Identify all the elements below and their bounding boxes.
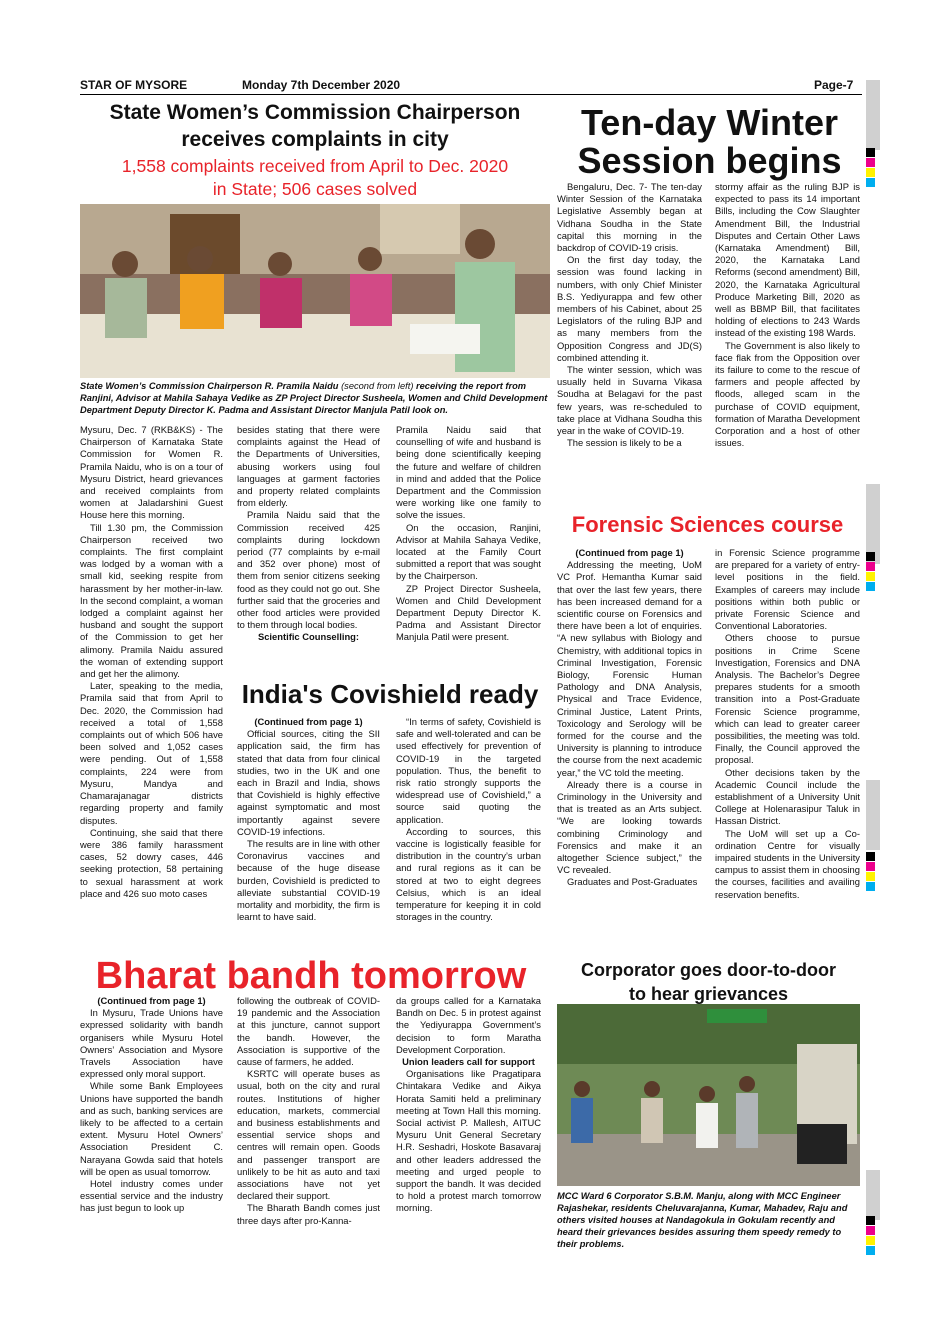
women-headline-line1: State Women’s Commission Chairperson (109, 101, 521, 124)
women-headline (80, 99, 550, 153)
women-c2-subhead: Scientific Counselling: (257, 631, 360, 643)
bandh-c3-p2: Organisations like Pragatipara Chintakara Vedike and Aikya Horata Samiti held a preliminary meeting at Town Hall this morning. Social activist P. Mallesh, AITUC Mysuru Unit General Secretary H.R. Seshadri, Hoskote Basavaraj and other leaders addressed the meeting and urged people to support the bandh. It was decided to hold a protest march tomorrow morning. (396, 1068, 541, 1214)
covishield-column-2 (396, 716, 541, 956)
women-column-2 (237, 424, 380, 674)
bandh-c3-subhead: Union leaders call for support (402, 1056, 535, 1068)
women-c3-p2: On the occasion, Ranjini, Advisor at Mahila Sahaya Vedike, located at the Family Court submitted a report that was sought by the Chairperson. (396, 521, 541, 582)
forensic-column-2 (715, 547, 860, 953)
winter-c2-p1: stormy affair as the ruling BJP is expected to pass its 14 important Bills, including the Cow Slaughter Amendment Bill, the Industrial Disputes and Certain Other Laws (Karnataka Amendment) Bill, 2020, the Karnataka Land Reforms (second amendment) Bill, 2020, the Karnataka Agricultural Produce Marketing Bill, 2020 as well as BBMP Bill, that facilitates holding of elections to 243 Wards instead of the existing 198 Wards. (715, 181, 860, 339)
forensic-c2-p4: The UoM will set up a Co-ordination Centre for visually impaired students in the University campus to assist them in choosing the courses, facilities and availing reservation benefits. (715, 827, 860, 900)
covishield-c2-p2: According to sources, this vaccine is logistically feasible for distribution in the country’s urban and rural regions as it can be stored at two to eight degrees Celsius, which is an ideal temperature for keeping it in cold storages in the country. (396, 825, 541, 923)
bandh-c2-p1: following the outbreak of COVID-19 pandemic and the Association at this juncture, cannot support the bandh. However, the Association is supportive of the cause of farmers, he added. (237, 995, 380, 1068)
winter-c1-p1: Bengaluru, Dec. 7- The ten-day Winter Session of the Karnataka Legislative Assembly began at Vidhana Soudha in the State capital this morning in the backdrop of COVID-19 crisis. (557, 181, 702, 254)
women-c3-p3: ZP Project Director Susheela, Women and Child Development Department Deputy Director K. Padma and Assistant Director Manjula Patil were present. (396, 582, 541, 643)
corporator-photo (557, 1004, 860, 1186)
forensic-c2-p1: in Forensic Science programme are prepared for a variety of entry-level positions in the field. Examples of careers may include positions within both public or private Forensic Science and Conventional Laboratories. (715, 547, 860, 632)
bandh-continued: (Continued from page 1) (97, 995, 206, 1006)
women-caption-part-a: State Women’s Commission Chairperson R. Pramila Naidu (80, 381, 339, 391)
header-rule (80, 94, 862, 95)
women-subhead-line1: 1,558 complaints received from April to Dec. 2020 (121, 156, 509, 176)
women-photo-caption (80, 380, 552, 416)
bandh-column-1 (80, 995, 223, 1263)
masthead-date: Monday 7th December 2020 (242, 78, 401, 92)
corporator-headline (557, 958, 860, 1006)
covishield-c1-p2: The results are in line with other Coronavirus vaccines and because of the huge disease burden, Covishield is predicted to alleviate substantial COVID-19 mortality and morbidity, the firm is learnt to have said. (237, 838, 380, 923)
bandh-column-3 (396, 995, 541, 1263)
covishield-headline: India's Covishield ready (241, 679, 539, 709)
covishield-c1-p1: Official sources, citing the SII application said, the firm has stated that data from four clinical studies, two in the UK and one each in Brazil and India, shows that Covishield is highly effective against symptomatic and most importantly against severe COVID-19 infections. (237, 728, 380, 837)
forensic-headline: Forensic Sciences course (571, 512, 844, 537)
forensic-c2-p2: Others choose to pursue positions in Crime Scene Investigation, Forensics and DNA Analysis. The Bachelor’s Degree prepares students for a smooth transition into a Post-Graduate Forensic Science programme, which can lead to greater career possibilities, the meeting was told. Finally, the Council approved the proposal. (715, 632, 860, 766)
bandh-c1-p1: In Mysuru, Trade Unions have expressed solidarity with bandh organisers while Mysuru Hotel Owners’ Association and Mysore Travels Association have expressed only moral support. (80, 1007, 223, 1080)
women-column-1 (80, 424, 223, 954)
women-c1-p3: Later, speaking to the media, Pramila said that from April to Dec. 2020, the Commission had received a total of 1,558 complaints out of which 506 have been solved and 1,052 cases were pending. Out of 1,558 complaints, 224 were from Mysuru, Mandya and Chamarajanagar districts regarding property and family disputes. (80, 680, 223, 826)
forensic-column-1 (557, 547, 702, 953)
bandh-c2-p2: KSRTC will operate buses as usual, both on the city and rural routes. Institutions of higher education, markets, commercial and business establishments and essential service shops and centres will remain open. Goods and passenger transport are unlikely to be hit as auto and taxi associations have not yet declared their support. (237, 1068, 380, 1202)
women-caption-part-c: receiving the report from Ranjini, Advisor at Mahila Sahaya Vedike as ZP Project Director Susheela, Women and Child Development Department Deputy Director K. Padma and Assistant Director Manjula Patil look on. (80, 381, 548, 415)
women-c1-p4: Continuing, she said that there were 386 family harassment cases, 52 dowry cases, 446 seeking protection, 58 pertaining to sexual harassment at work place and 426 suo moto cases (80, 826, 223, 899)
covishield-column-1 (237, 716, 380, 956)
winter-column-2 (715, 181, 860, 507)
women-caption-part-b: (second from left) (341, 381, 414, 391)
margin-bar-low (866, 780, 880, 850)
women-c1-p1: Mysuru, Dec. 7 (RKB&KS) - The Chairperson of Karnataka State Commission for Women R. Pramila Naidu, who is on a tour of Mysuru District, heard grievances and received complaints from women at Jaladarshini Guest House here this morning. (80, 424, 223, 521)
covishield-c2-p1: “In terms of safety, Covishield is safe and well-tolerated and can be used effectively for prevention of COVID-19 in the targeted population. Thus, the benefit to risk ratio strongly supports the widespread use of Covishield,” a source said quoting the application. (396, 716, 541, 825)
women-c2-p1: besides stating that there were complaints against the Head of the Departments of Universities, abusing workers using foul languages at garment factories and property related complaints from elderly. (237, 424, 380, 509)
bandh-c2-p3: The Bharath Bandh comes just three days after pro-Kanna- (237, 1202, 380, 1226)
forensic-continued: (Continued from page 1) (575, 547, 684, 558)
bandh-column-2 (237, 995, 380, 1263)
masthead-page: Page-7 (814, 78, 854, 92)
bandh-c1-p3: Hotel industry comes under essential service and the industry has just begun to look up (80, 1178, 223, 1214)
women-commission-photo (80, 204, 550, 378)
corporator-headline-line1: Corporator goes door-to-door (581, 960, 836, 980)
forensic-c1-p3: Graduates and Post-Graduates (567, 876, 698, 888)
forensic-c1-p1: Addressing the meeting, UoM VC Prof. Hemantha Kumar said that over the last few years, there has been increased demand for a scientific course on Forensics and there have been a lot of enquiries. “A new syllabus with Biology and Chemistry, with additional topics in Criminal Investigation, Forensic Biology, Forensic Human Pathology and DNA Analysis, Physical and Trace Evidence, Criminal Justice, Latent Prints, Toxicology and Serology will be formed for the course and the University is planning to introduce the course from the next academic year,” the VC told the meeting. (557, 559, 702, 778)
women-c3-p1: Pramila Naidu said that counselling of wife and husband is being done scientifically keeping the future and welfare of children in mind and added that the Police Department and the Commission were working like one family to solve the issues. (396, 424, 541, 521)
winter-headline-line1: Ten-day Winter (580, 102, 839, 143)
winter-column-1 (557, 181, 702, 507)
women-c2-p2: Pramila Naidu said that the Commission received 425 complaints during lockdown period (77 complaints by e-mail and 352 over phone) most of them from senior citizens seeking food as they could not go out. She further said that the groceries and other food articles were provided to them through local bodies. (237, 509, 380, 631)
masthead-paper: STAR OF MYSORE (80, 78, 188, 92)
women-subhead (80, 155, 550, 201)
winter-c1-p3: The winter session, which was usually held in Suvarna Vikasa Soudha at Belagavi for the past few years, was re-scheduled to take place at Vidhana Soudha this year in the wake of COVID-19. (557, 364, 702, 437)
bandh-c1-p2: While some Bank Employees Unions have supported the bandh and as such, banking services are likely to be affected to a certain extent. Mysuru Hotel Owners’ Association President C. Narayana Gowda said that hotels will be open as usual tomorrow. (80, 1080, 223, 1177)
bandh-c3-p1: da groups called for a Karnataka Bandh on Dec. 5 in protest against the Yediyurappa Government’s decision to form Maratha Development Corporation. (396, 995, 541, 1055)
winter-c1-p2: On the first day today, the session was found lacking in numbers, with only Chief Minister B.S. Yediyurappa and few other members of his Cabinet, about 25 Legislators of the ruling BJP and as many members from the Opposition Congress and JD(S) combined attending it. (557, 254, 702, 363)
forensic-c2-p3: Other decisions taken by the Academic Council include the establishment of a University Unit College at Holenarasipur Taluk in Hassan District. (715, 766, 860, 827)
corporator-headline-line2: to hear grievances (628, 984, 789, 1004)
winter-headline (557, 104, 862, 180)
margin-bar-bottom (866, 1170, 880, 1220)
women-column-3 (396, 424, 541, 674)
winter-headline-line2: Session begins (577, 140, 842, 181)
women-headline-line2: receives complaints in city (181, 128, 449, 151)
winter-c2-p2: The Government is also likely to face flak from the Opposition over its failure to come to the rescue of farmers and people affected by floods, alleged scam in the purchase of COVID equipment, formation of Maratha Development Corporation and a host of other issues. (715, 339, 860, 449)
margin-bar-top (866, 80, 880, 150)
bandh-headline: Bharat bandh tomorrow (95, 955, 527, 997)
winter-c1-p4: The session is likely to be a (567, 437, 682, 449)
corporator-photo-caption: MCC Ward 6 Corporator S.B.M. Manju, along with MCC Engineer Rajashekar, residents Cheluvarajanna, Kumar, Mahadev, Raju and others visited houses at Nandagokula in Gokulam recently and heard their grievances besides assuring them speedy remedy to their problems. (557, 1191, 848, 1249)
women-subhead-line2: in State; 506 cases solved (212, 179, 418, 199)
forensic-c1-p2: Already there is a course in Criminology in the University and that is treated as an Arts subject. “We are looking towards combining Criminology and Forensics and make it an altogether Science subject,” the VC revealed. (557, 778, 702, 876)
women-c1-p2: Till 1.30 pm, the Commission Chairperson received two complaints. The first complaint was lodged by a woman with a small kid, seeking respite from harassment by her mother-in-law. In the second complaint, a woman lodged a complaint against her husband and sought the support of the Commission to get her alimony. Pramila Naidu assured the woman of extending support and get her the alimony. (80, 521, 223, 680)
covishield-continued: (Continued from page 1) (254, 716, 363, 727)
